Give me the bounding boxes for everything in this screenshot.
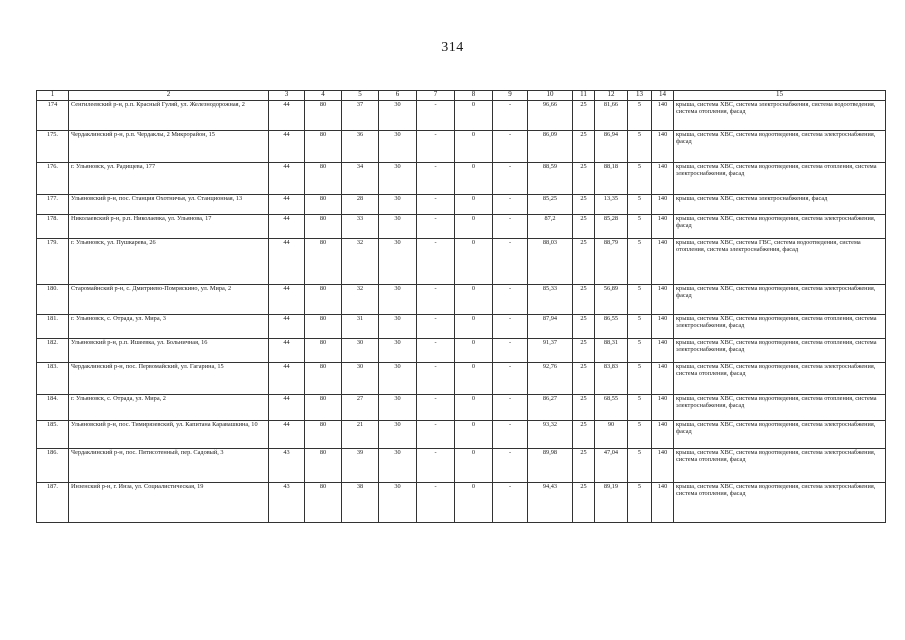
value-cell-11: 25: [573, 449, 595, 483]
address-cell: Ульяновский р-н, р.п. Ишеевка, ул. Больничная, 16: [69, 339, 269, 363]
value-cell-6: 30: [379, 285, 417, 315]
value-cell-13: 5: [628, 131, 652, 163]
address-cell: Инзенский р-н, г. Инза, ул. Социалистическая, 19: [69, 483, 269, 523]
value-cell-3: 44: [269, 339, 305, 363]
value-cell-9: -: [493, 285, 528, 315]
value-cell-14: 140: [652, 163, 674, 195]
value-cell-5: 32: [342, 239, 379, 285]
row-number-cell: 178.: [37, 215, 69, 239]
value-cell-9: -: [493, 215, 528, 239]
column-header-5: 5: [342, 91, 379, 101]
value-cell-9: -: [493, 195, 528, 215]
value-cell-10: 96,66: [528, 101, 573, 131]
value-cell-7: -: [417, 101, 455, 131]
value-cell-5: 37: [342, 101, 379, 131]
address-cell: Николаевский р-н, р.п. Николаевка, ул. Ульянова, 17: [69, 215, 269, 239]
column-number-row: [37, 91, 886, 101]
column-header-2: 2: [69, 91, 269, 101]
value-cell-14: 140: [652, 449, 674, 483]
value-cell-11: 25: [573, 101, 595, 131]
page-number: 314: [441, 40, 464, 55]
value-cell-7: -: [417, 395, 455, 421]
table-row: [37, 285, 886, 315]
address-cell: Ульяновский р-н, пос. Тимирязевский, ул. Капитана Каравашкина, 10: [69, 421, 269, 449]
value-cell-8: 0: [455, 239, 493, 285]
value-cell-14: 140: [652, 285, 674, 315]
value-cell-3: 44: [269, 363, 305, 395]
value-cell-10: 87,94: [528, 315, 573, 339]
value-cell-3: 43: [269, 449, 305, 483]
works-cell: крыша, система ХВС, система водоотведения, система электроснабжения, фасад: [674, 421, 886, 449]
value-cell-3: 44: [269, 163, 305, 195]
value-cell-4: 80: [305, 215, 342, 239]
value-cell-4: 80: [305, 163, 342, 195]
address-cell: Чердаклинский р-н, пос. Первомайский, ул. Гагарина, 15: [69, 363, 269, 395]
value-cell-6: 30: [379, 215, 417, 239]
value-cell-4: 80: [305, 285, 342, 315]
value-cell-5: 39: [342, 449, 379, 483]
column-header-1: 1: [37, 91, 69, 101]
value-cell-9: -: [493, 363, 528, 395]
value-cell-7: -: [417, 483, 455, 523]
table-row: [37, 483, 886, 523]
works-cell: крыша, система ХВС, система водоотведения, система электроснабжения, фасад: [674, 285, 886, 315]
value-cell-8: 0: [455, 195, 493, 215]
row-number-cell: 175.: [37, 131, 69, 163]
value-cell-10: 89,98: [528, 449, 573, 483]
value-cell-3: 44: [269, 101, 305, 131]
value-cell-8: 0: [455, 395, 493, 421]
value-cell-10: 91,37: [528, 339, 573, 363]
works-cell: крыша, система ХВС, система водоотведения, система электроснабжения, система отопления, фасад: [674, 449, 886, 483]
value-cell-3: 44: [269, 195, 305, 215]
value-cell-13: 5: [628, 195, 652, 215]
value-cell-6: 30: [379, 449, 417, 483]
value-cell-5: 34: [342, 163, 379, 195]
value-cell-13: 5: [628, 215, 652, 239]
registry-table: [36, 90, 886, 523]
value-cell-7: -: [417, 363, 455, 395]
row-number-cell: 187.: [37, 483, 69, 523]
value-cell-12: 68,55: [595, 395, 628, 421]
value-cell-7: -: [417, 131, 455, 163]
column-header-12: 12: [595, 91, 628, 101]
works-cell: крыша, система ХВС, система ГВС, система водоотведения, система отопления, система электроснабжения, фасад: [674, 239, 886, 285]
table-row: [37, 215, 886, 239]
works-cell: крыша, система ХВС, система водоотведения, система электроснабжения, фасад: [674, 215, 886, 239]
value-cell-8: 0: [455, 131, 493, 163]
value-cell-5: 28: [342, 195, 379, 215]
value-cell-14: 140: [652, 101, 674, 131]
row-number-cell: 184.: [37, 395, 69, 421]
works-cell: крыша, система ХВС, система водоотведения, система отопления, система электроснабжения, фасад: [674, 395, 886, 421]
value-cell-8: 0: [455, 215, 493, 239]
value-cell-7: -: [417, 449, 455, 483]
value-cell-13: 5: [628, 483, 652, 523]
value-cell-6: 30: [379, 395, 417, 421]
value-cell-12: 13,35: [595, 195, 628, 215]
table-row: [37, 101, 886, 131]
value-cell-12: 81,66: [595, 101, 628, 131]
row-number-cell: 185.: [37, 421, 69, 449]
value-cell-4: 80: [305, 363, 342, 395]
value-cell-11: 25: [573, 483, 595, 523]
value-cell-10: 93,32: [528, 421, 573, 449]
value-cell-3: 44: [269, 239, 305, 285]
column-header-11: 11: [573, 91, 595, 101]
address-cell: Чердаклинский р-н, пос. Пятисотенный, пер. Садовый, 3: [69, 449, 269, 483]
value-cell-9: -: [493, 449, 528, 483]
value-cell-13: 5: [628, 285, 652, 315]
row-number-cell: 183.: [37, 363, 69, 395]
works-cell: крыша, система ХВС, система электроснабжения, фасад: [674, 195, 886, 215]
address-cell: г. Ульяновск, с. Отрада, ул. Мира, 3: [69, 315, 269, 339]
value-cell-13: 5: [628, 363, 652, 395]
value-cell-4: 80: [305, 421, 342, 449]
value-cell-7: -: [417, 285, 455, 315]
value-cell-6: 30: [379, 239, 417, 285]
value-cell-4: 80: [305, 483, 342, 523]
column-header-8: 8: [455, 91, 493, 101]
address-cell: Сенгилеевский р-н, р.п. Красный Гуляй, ул. Железнодорожная, 2: [69, 101, 269, 131]
value-cell-14: 140: [652, 395, 674, 421]
value-cell-7: -: [417, 339, 455, 363]
value-cell-11: 25: [573, 363, 595, 395]
value-cell-8: 0: [455, 163, 493, 195]
value-cell-12: 88,31: [595, 339, 628, 363]
row-number-cell: 182.: [37, 339, 69, 363]
value-cell-11: 25: [573, 163, 595, 195]
table-row: [37, 363, 886, 395]
table-row: [37, 339, 886, 363]
value-cell-6: 30: [379, 483, 417, 523]
row-number-cell: 186.: [37, 449, 69, 483]
value-cell-10: 92,76: [528, 363, 573, 395]
row-number-cell: 177.: [37, 195, 69, 215]
value-cell-12: 83,83: [595, 363, 628, 395]
address-cell: г. Ульяновск, ул. Радищева, 177: [69, 163, 269, 195]
value-cell-13: 5: [628, 339, 652, 363]
value-cell-7: -: [417, 239, 455, 285]
value-cell-8: 0: [455, 483, 493, 523]
value-cell-10: 87,2: [528, 215, 573, 239]
table-row: [37, 163, 886, 195]
value-cell-3: 44: [269, 131, 305, 163]
value-cell-10: 88,03: [528, 239, 573, 285]
column-header-13: 13: [628, 91, 652, 101]
value-cell-5: 33: [342, 215, 379, 239]
value-cell-14: 140: [652, 421, 674, 449]
value-cell-11: 25: [573, 395, 595, 421]
value-cell-14: 140: [652, 315, 674, 339]
value-cell-4: 80: [305, 395, 342, 421]
value-cell-3: 44: [269, 395, 305, 421]
value-cell-4: 80: [305, 449, 342, 483]
value-cell-11: 25: [573, 315, 595, 339]
value-cell-6: 30: [379, 363, 417, 395]
table-row: [37, 239, 886, 285]
value-cell-5: 31: [342, 315, 379, 339]
value-cell-14: 140: [652, 483, 674, 523]
value-cell-8: 0: [455, 449, 493, 483]
row-number-cell: 180.: [37, 285, 69, 315]
value-cell-13: 5: [628, 449, 652, 483]
value-cell-8: 0: [455, 285, 493, 315]
value-cell-4: 80: [305, 339, 342, 363]
value-cell-6: 30: [379, 339, 417, 363]
value-cell-9: -: [493, 315, 528, 339]
value-cell-3: 43: [269, 483, 305, 523]
value-cell-11: 25: [573, 239, 595, 285]
value-cell-5: 30: [342, 339, 379, 363]
column-header-6: 6: [379, 91, 417, 101]
value-cell-9: -: [493, 483, 528, 523]
works-cell: крыша, система ХВС, система водоотведения, система электроснабжения, система отопления, фасад: [674, 483, 886, 523]
value-cell-12: 86,55: [595, 315, 628, 339]
value-cell-9: -: [493, 131, 528, 163]
value-cell-9: -: [493, 239, 528, 285]
value-cell-5: 27: [342, 395, 379, 421]
value-cell-4: 80: [305, 195, 342, 215]
value-cell-10: 85,33: [528, 285, 573, 315]
value-cell-14: 140: [652, 195, 674, 215]
table-row: [37, 315, 886, 339]
value-cell-5: 38: [342, 483, 379, 523]
value-cell-6: 30: [379, 131, 417, 163]
value-cell-7: -: [417, 195, 455, 215]
table-row: [37, 195, 886, 215]
value-cell-6: 30: [379, 315, 417, 339]
value-cell-10: 85,25: [528, 195, 573, 215]
column-header-3: 3: [269, 91, 305, 101]
value-cell-6: 30: [379, 163, 417, 195]
value-cell-11: 25: [573, 339, 595, 363]
works-cell: крыша, система ХВС, система водоотведения, система отопления, система электроснабжения, фасад: [674, 315, 886, 339]
value-cell-13: 5: [628, 421, 652, 449]
value-cell-6: 30: [379, 421, 417, 449]
address-cell: Старомайнский р-н, с. Дмитриево-Помряскино, ул. Мира, 2: [69, 285, 269, 315]
value-cell-11: 25: [573, 421, 595, 449]
value-cell-8: 0: [455, 363, 493, 395]
value-cell-6: 30: [379, 101, 417, 131]
value-cell-9: -: [493, 339, 528, 363]
address-cell: г. Ульяновск, ул. Пушкарева, 26: [69, 239, 269, 285]
value-cell-12: 90: [595, 421, 628, 449]
value-cell-9: -: [493, 395, 528, 421]
value-cell-12: 47,04: [595, 449, 628, 483]
value-cell-12: 56,89: [595, 285, 628, 315]
value-cell-3: 44: [269, 421, 305, 449]
value-cell-13: 5: [628, 101, 652, 131]
value-cell-10: 88,59: [528, 163, 573, 195]
address-cell: Чердаклинский р-н, р.п. Чердаклы, 2 Микрорайон, 15: [69, 131, 269, 163]
value-cell-12: 89,19: [595, 483, 628, 523]
column-header-4: 4: [305, 91, 342, 101]
value-cell-7: -: [417, 163, 455, 195]
value-cell-11: 25: [573, 131, 595, 163]
value-cell-5: 32: [342, 285, 379, 315]
value-cell-8: 0: [455, 339, 493, 363]
value-cell-10: 86,27: [528, 395, 573, 421]
value-cell-3: 44: [269, 215, 305, 239]
value-cell-7: -: [417, 315, 455, 339]
value-cell-8: 0: [455, 421, 493, 449]
column-header-9: 9: [493, 91, 528, 101]
value-cell-13: 5: [628, 163, 652, 195]
value-cell-4: 80: [305, 101, 342, 131]
value-cell-10: 94,43: [528, 483, 573, 523]
address-cell: Ульяновский р-н, пос. Станция Охотничья, ул. Станционная, 13: [69, 195, 269, 215]
value-cell-7: -: [417, 421, 455, 449]
value-cell-3: 44: [269, 285, 305, 315]
value-cell-14: 140: [652, 363, 674, 395]
value-cell-3: 44: [269, 315, 305, 339]
works-cell: крыша, система ХВС, система водоотведения, система электроснабжения, фасад: [674, 131, 886, 163]
value-cell-5: 21: [342, 421, 379, 449]
value-cell-14: 140: [652, 239, 674, 285]
value-cell-12: 88,79: [595, 239, 628, 285]
column-header-14: 14: [652, 91, 674, 101]
value-cell-5: 36: [342, 131, 379, 163]
value-cell-7: -: [417, 215, 455, 239]
value-cell-11: 25: [573, 195, 595, 215]
value-cell-13: 5: [628, 239, 652, 285]
value-cell-14: 140: [652, 339, 674, 363]
value-cell-5: 30: [342, 363, 379, 395]
value-cell-6: 30: [379, 195, 417, 215]
row-number-cell: 179.: [37, 239, 69, 285]
row-number-cell: 176.: [37, 163, 69, 195]
value-cell-8: 0: [455, 315, 493, 339]
value-cell-10: 86,09: [528, 131, 573, 163]
value-cell-9: -: [493, 101, 528, 131]
value-cell-12: 86,94: [595, 131, 628, 163]
value-cell-11: 25: [573, 285, 595, 315]
works-cell: крыша, система ХВС, система водоотведения, система отопления, система электроснабжения, фасад: [674, 339, 886, 363]
column-header-15: 15: [674, 91, 886, 101]
address-cell: г. Ульяновск, с. Отрада, ул. Мира, 2: [69, 395, 269, 421]
value-cell-8: 0: [455, 101, 493, 131]
value-cell-11: 25: [573, 215, 595, 239]
row-number-cell: 181.: [37, 315, 69, 339]
value-cell-12: 85,28: [595, 215, 628, 239]
table-body: [37, 91, 886, 523]
works-cell: крыша, система ХВС, система водоотведения, система электроснабжения, система отопления, фасад: [674, 363, 886, 395]
table-row: [37, 421, 886, 449]
works-cell: крыша, система ХВС, система электроснабжения, система водоотведения, система отопления, фасад: [674, 101, 886, 131]
value-cell-14: 140: [652, 215, 674, 239]
table-row: [37, 395, 886, 421]
value-cell-12: 88,18: [595, 163, 628, 195]
works-cell: крыша, система ХВС, система водоотведения, система отопления, система электроснабжения, фасад: [674, 163, 886, 195]
value-cell-4: 80: [305, 239, 342, 285]
value-cell-9: -: [493, 421, 528, 449]
value-cell-4: 80: [305, 315, 342, 339]
value-cell-13: 5: [628, 315, 652, 339]
table-row: [37, 449, 886, 483]
value-cell-9: -: [493, 163, 528, 195]
column-header-10: 10: [528, 91, 573, 101]
value-cell-13: 5: [628, 395, 652, 421]
value-cell-14: 140: [652, 131, 674, 163]
table-row: [37, 131, 886, 163]
value-cell-4: 80: [305, 131, 342, 163]
row-number-cell: 174: [37, 101, 69, 131]
column-header-7: 7: [417, 91, 455, 101]
